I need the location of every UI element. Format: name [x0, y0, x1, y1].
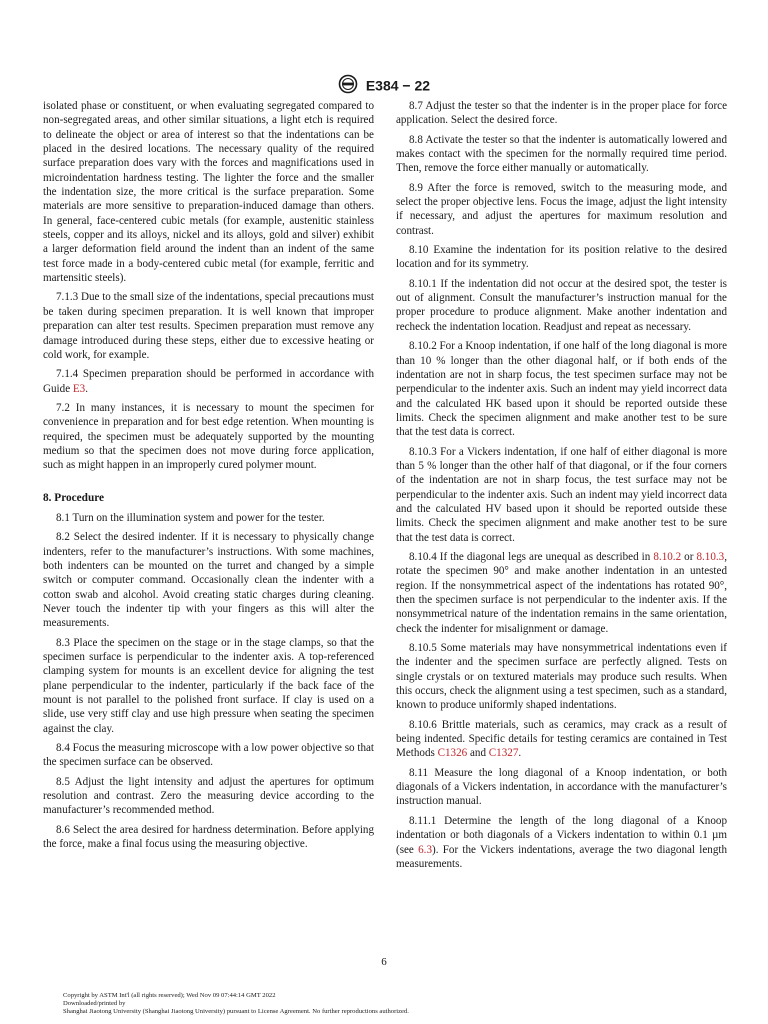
paragraph-8-10: 8.10 Examine the indentation for its position relative to the desired location and for its symmetry. — [396, 244, 727, 271]
paragraph-7-1-4: 7.1.4 Specimen preparation should be performed in accordance with Guide E3. — [43, 368, 374, 395]
paragraph-8-9: 8.9 After the force is removed, switch to the measuring mode, and select the proper objective lens. Focus the image, adjust the light intensity if necessary, and adjust the apertures for maximum resolution and contrast. — [396, 181, 727, 237]
copyright-footer — [63, 992, 409, 1017]
footer-line-3: Shanghai Jiaotong University (Shanghai Jiaotong University) pursuant to License Agreement. No further reproductions authorized. — [63, 1008, 409, 1016]
standard-designation: E384 − 22 — [365, 77, 431, 94]
ref-link-c1327[interactable]: C1327 — [488, 747, 519, 760]
paragraph-8-10-3: 8.10.3 For a Vickers indentation, if one half of either diagonal is more than 5 % longer than the other half of that diagonal, or if the four corners of the indentation are not in sharp focus, the test surface may not be perpendicular to the indenter axis. Such an indent may yield incorrect data and the calculated HV based upon it should be reported outside these limits. Check the specimen alignment and make another test to be sure that the test data is correct. — [396, 445, 727, 544]
footer-line-2: Downloaded/printed by — [63, 1000, 126, 1008]
ref-link-c1326[interactable]: C1326 — [437, 747, 468, 760]
paragraph-8-7: 8.7 Adjust the tester so that the indenter is in the proper place for force application. Select the desired force. — [396, 100, 727, 127]
ref-link-e3[interactable]: E3 — [72, 382, 86, 395]
paragraph-continued: isolated phase or constituent, or when evaluating segregated compared to non-segregated areas, and other similar situations, a light etch is required to delineate the object or area of interest so that the indentations can be placed in the desired locations. The necessary quality of the required surface preparation does vary with the forces and magnifications used in microindentation hardness testing. The lighter the force and the smaller the indentation size, the more critical is the surface preparation. Some materials are more sensitive to preparation-induced damage than others. In general, face-centered cubic metals (for example, austenitic stainless steels, copper and its alloys, nickel and its alloys, gold and silver) exhibit a larger deformation field around the indent than an indent of the same test force made in a body-centered cubic metal (for example, ferritic and martensitic steels). — [43, 100, 374, 285]
paragraph-8-10-1: 8.10.1 If the indentation did not occur at the desired spot, the tester is out of alignment. Consult the manufacturer’s instruction manual for the proper procedure to produce alignment. Make another indentation and recheck the indentation location. Readjust and repeat as necessary. — [396, 277, 727, 333]
right-column — [396, 99, 727, 876]
paragraph-8-2: 8.2 Select the desired indenter. If it is necessary to physically change indenters, refer to the manufacturer’s instructions. With some machines, both indenters can be mounted on the turret and changed by a simple switch or computer command. Occasionally clean the indenter with a cotton swab and alcohol. Avoid creating static charges during cleaning. Never touch the indenter tip with your fingers as this will alter the measurements. — [43, 531, 374, 630]
paragraph-8-10-5: 8.10.5 Some materials may have nonsymmetrical indentations even if the indenter and the specimen surface are perfectly aligned. Tests on single crystals or on textured materials may produce such results. When this occurs, check the alignment using a test specimen, such as a standard, known to produce uniformly shaped indentations. — [396, 642, 727, 712]
paragraph-8-5: 8.5 Adjust the light intensity and adjust the apertures for optimum resolution and contrast. Zero the measuring device according to the manufacturer’s recommended method. — [43, 775, 374, 817]
left-column — [43, 99, 374, 857]
paragraph-8-6: 8.6 Select the area desired for hardness determination. Before applying the force, make a final focus using the measuring objective. — [43, 823, 374, 851]
paragraph-8-10-6: 8.10.6 Brittle materials, such as ceramics, may crack as a result of being indented. Specific details for testing ceramics are contained in Test Methods C1326 and C1327. — [396, 718, 727, 760]
paragraph-8-4: 8.4 Focus the measuring microscope with a low power objective so that the specimen surface can be observed. — [43, 742, 374, 769]
paragraph-8-11-1: 8.11.1 Determine the length of the long diagonal of a Knoop indentation or both diagonals of a Vickers indentation to within 0.1 µm (see 6.3). For the Vickers indentations, average the two diagonal length measurements. — [396, 814, 727, 870]
ref-link-6-3[interactable]: 6.3 — [418, 843, 432, 856]
paragraph-8-11: 8.11 Measure the long diagonal of a Knoop indentation, or both diagonals of a Vickers indentation, in accordance with the manufacturer’s instruction manual. — [396, 766, 727, 808]
paragraph-8-8: 8.8 Activate the tester so that the indenter is automatically lowered and makes contact with the specimen for the normally required time period. Then, remove the force either manually or automatically. — [396, 133, 727, 175]
ref-link-8-10-3[interactable]: 8.10.3 — [696, 550, 725, 563]
paragraph-8-10-4: 8.10.4 If the diagonal legs are unequal as described in 8.10.2 or 8.10.3, rotate the specimen 90° and make another indentation in an untested region. If the nonsymmetrical aspect of the indentations has rotated 90°, then the specimen surface is not perpendicular to the indenter axis. If the nonsymmetrical nature of the indentation remains in the same orientation, check the indenter for misalignment or damage. — [396, 550, 727, 635]
astm-logo-icon — [338, 74, 358, 97]
paragraph-7-1-3: 7.1.3 Due to the small size of the indentations, special precautions must be taken during specimen preparation. It is well known that improper preparation can alter test results. Specimen preparation must remove any damage introduced during these steps, either due to excessive heating or cold work, for example. — [43, 291, 374, 361]
footer-line-1: Copyright by ASTM Int'l (all rights reserved); Wed Nov 09 07:44:14 GMT 2022 — [63, 992, 276, 999]
section-heading-procedure: 8. Procedure — [43, 491, 105, 504]
paragraph-8-1: 8.1 Turn on the illumination system and power for the tester. — [56, 511, 325, 524]
ref-link-8-10-2[interactable]: 8.10.2 — [653, 550, 682, 563]
page-header — [0, 74, 768, 97]
page-number: 6 — [381, 956, 387, 968]
paragraph-8-10-2: 8.10.2 For a Knoop indentation, if one half of the long diagonal is more than 10 % longer than the other diagonal half, or if both ends of the indentation are not in sharp focus, the test specimen surface may not be perpendicular to the indenter axis. Such an indent may yield incorrect data and the calculated HK based upon it should be reported outside these limits. Check the specimen alignment and make another test to be sure that the test data is correct. — [396, 340, 727, 439]
paragraph-8-3: 8.3 Place the specimen on the stage or in the stage clamps, so that the specimen surface is perpendicular to the indenter axis. A top-referenced clamping system for mounts is an excellent device for aligning the test plane perpendicular to the indenter, particularly if the back face of the mount is not parallel to the polished front surface. If clay is used on a slide, use very stiff clay and use high pressure when seating the specimen against the clay. — [43, 636, 374, 735]
paragraph-7-2: 7.2 In many instances, it is necessary to mount the specimen for convenience in preparation and for best edge retention. When mounting is required, the specimen must be adequately supported by the mounting medium so that the specimen does not move during force application, such as might happen in an improperly cured polymer mount. — [43, 401, 374, 472]
